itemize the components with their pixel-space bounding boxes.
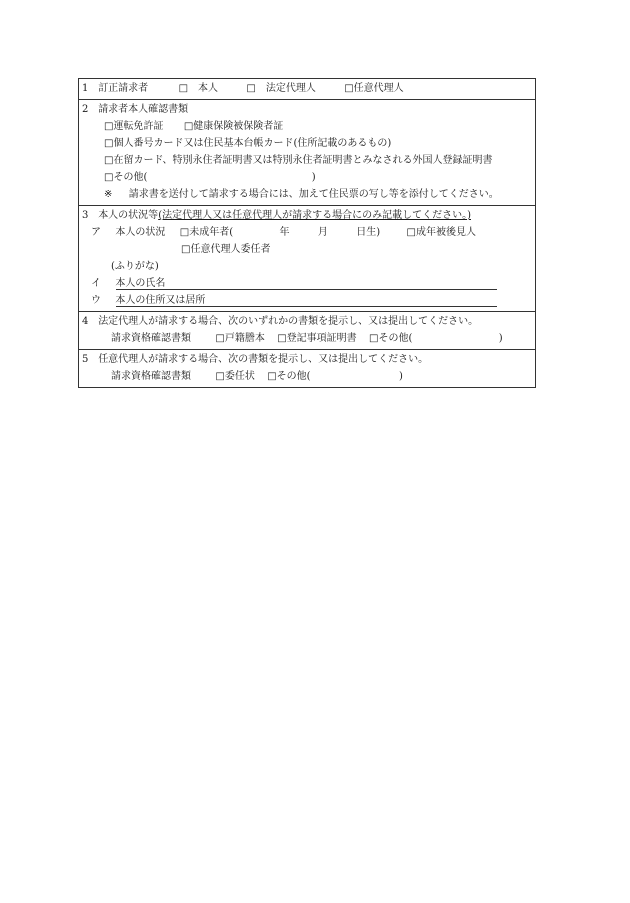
checkbox-mynumber-card[interactable]: □個人番号カード又は住民基本台帳カード(住所記載のあるもの) — [104, 138, 392, 149]
note-mark: ※ — [104, 189, 113, 200]
name-field[interactable] — [116, 289, 497, 290]
legal-agent-title: 法定代理人が請求する場合、次のいずれかの書類を提示し、又は提出してください。 — [98, 316, 479, 327]
paren-close: ) — [498, 333, 503, 344]
identity-docs-title: 請求者本人確認書類 — [98, 104, 189, 115]
qualification-docs-label: 請求資格確認書類 — [111, 371, 191, 382]
item-mark-i: イ — [91, 278, 101, 289]
qualification-docs-label: 請求資格確認書類 — [111, 333, 191, 344]
section-number: 2 — [82, 104, 89, 115]
month-label: 月 — [317, 227, 328, 238]
checkbox-agent-principal[interactable]: □任意代理人委任者 — [181, 244, 271, 255]
section-number: 1 — [82, 83, 89, 94]
section-number: 5 — [82, 354, 89, 365]
checkbox-legal-agent[interactable]: □ 法定代理人 — [246, 83, 316, 94]
item-mark-u: ウ — [91, 295, 101, 306]
status-label: 本人の状況 — [115, 227, 166, 238]
principal-status-note: (法定代理人又は任意代理人が請求する場合にのみ記載してください。) — [158, 210, 471, 221]
name-label: 本人の氏名 — [115, 278, 166, 289]
paren-close: ) — [398, 371, 403, 382]
checkbox-minor[interactable]: □未成年者( — [179, 227, 234, 238]
section-number: 4 — [82, 316, 89, 327]
checkbox-family-register[interactable]: □戸籍謄本 — [215, 333, 265, 344]
request-form — [78, 78, 536, 388]
checkbox-drivers-license[interactable]: □運転免許証 — [104, 121, 164, 132]
mail-note: 請求書を送付して請求する場合には、加えて住民票の写し等を添付してください。 — [128, 189, 499, 200]
furigana-label: (ふりがな) — [111, 261, 159, 272]
year-label: 年 — [279, 227, 290, 238]
section-number: 3 — [82, 210, 89, 221]
day-label: 日生) — [356, 227, 381, 238]
checkbox-other-voluntary[interactable]: □その他( — [267, 371, 311, 382]
checkbox-self[interactable]: □ 本人 — [178, 83, 219, 94]
address-field[interactable] — [116, 306, 497, 307]
section-principal-status — [79, 205, 535, 311]
principal-status-title: 本人の状況等 — [98, 210, 159, 221]
checkbox-health-insurance[interactable]: □健康保険被保険者証 — [183, 121, 284, 132]
checkbox-voluntary-agent[interactable]: □任意代理人 — [344, 83, 404, 94]
section-identity-documents — [79, 99, 535, 205]
section-legal-agent-docs — [79, 311, 535, 349]
checkbox-registry-certificate[interactable]: □登記事項証明書 — [277, 333, 357, 344]
item-mark-a: ア — [91, 227, 101, 238]
checkbox-other-id[interactable]: □その他( — [104, 172, 148, 183]
checkbox-residence-card[interactable]: □在留カード、特別永住者証明書又は特別永住者証明書とみなされる外国人登録証明書 — [104, 155, 493, 166]
section-voluntary-agent-docs — [79, 349, 535, 387]
section-requester — [79, 79, 535, 99]
address-label: 本人の住所又は居所 — [115, 295, 206, 306]
checkbox-power-of-attorney[interactable]: □委任状 — [215, 371, 255, 382]
requester-label: 訂正請求者 — [98, 83, 149, 94]
voluntary-agent-title: 任意代理人が請求する場合、次の書類を提示し、又は提出してください。 — [98, 354, 429, 365]
paren-close: ) — [311, 172, 316, 183]
checkbox-adult-ward[interactable]: □成年被後見人 — [406, 227, 476, 238]
checkbox-other-legal[interactable]: □その他( — [369, 333, 413, 344]
